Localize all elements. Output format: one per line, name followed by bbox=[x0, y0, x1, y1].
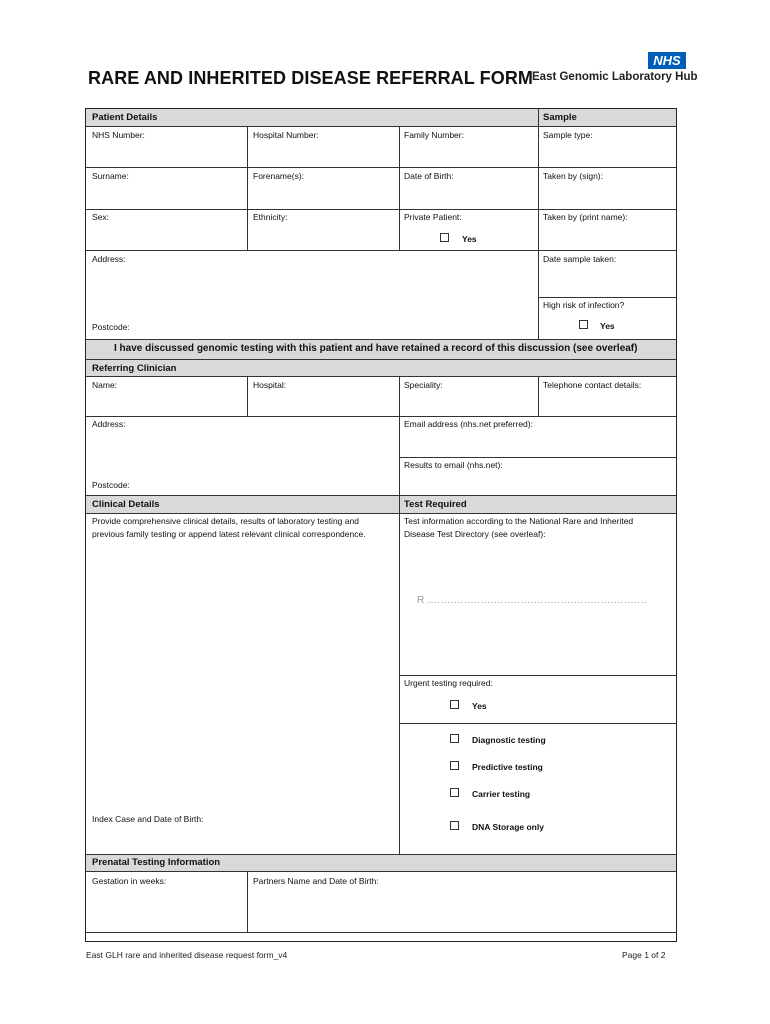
test-required-header: Test Required bbox=[404, 499, 467, 510]
high-risk-checkbox[interactable] bbox=[579, 320, 588, 329]
referring-clinician-header: Referring Clinician bbox=[92, 363, 177, 374]
patient-address-field[interactable]: Address: bbox=[92, 254, 126, 264]
taken-by-print-field[interactable]: Taken by (print name): bbox=[543, 212, 628, 222]
clinician-postcode-field[interactable]: Postcode: bbox=[92, 480, 130, 490]
sample-type-field[interactable]: Sample type: bbox=[543, 130, 593, 140]
clinician-address-field[interactable]: Address: bbox=[92, 419, 126, 429]
discussion-statement: I have discussed genomic testing with this patient and have retained a record of this discussion (see overleaf) bbox=[114, 343, 638, 354]
patient-details-header: Patient Details bbox=[92, 112, 158, 123]
diagnostic-testing-label: Diagnostic testing bbox=[472, 735, 546, 745]
index-case-field[interactable]: Index Case and Date of Birth: bbox=[92, 814, 204, 824]
surname-field[interactable]: Surname: bbox=[92, 171, 129, 181]
predictive-testing-checkbox[interactable] bbox=[450, 761, 459, 770]
clinician-hospital-field[interactable]: Hospital: bbox=[253, 380, 287, 390]
clinical-details-header: Clinical Details bbox=[92, 499, 160, 510]
clinician-name-field[interactable]: Name: bbox=[92, 380, 118, 390]
dna-storage-checkbox[interactable] bbox=[450, 821, 459, 830]
taken-by-sign-field[interactable]: Taken by (sign): bbox=[543, 171, 603, 181]
sample-header: Sample bbox=[543, 112, 577, 123]
private-patient-checkbox[interactable] bbox=[440, 233, 449, 242]
high-risk-yes-label: Yes bbox=[600, 321, 615, 331]
org-name: East Genomic Laboratory Hub bbox=[532, 71, 698, 83]
hospital-number-field[interactable]: Hospital Number: bbox=[253, 130, 319, 140]
carrier-testing-label: Carrier testing bbox=[472, 789, 531, 799]
results-email-field[interactable]: Results to email (nhs.net): bbox=[404, 460, 503, 470]
form-title: RARE AND INHERITED DISEASE REFERRAL FORM bbox=[88, 68, 534, 88]
dob-field[interactable]: Date of Birth: bbox=[404, 171, 454, 181]
telephone-field[interactable]: Telephone contact details: bbox=[543, 380, 642, 390]
urgent-yes-label: Yes bbox=[472, 701, 487, 711]
dna-storage-label: DNA Storage only bbox=[472, 822, 544, 832]
sex-field[interactable]: Sex: bbox=[92, 212, 110, 222]
date-sample-taken-field[interactable]: Date sample taken: bbox=[543, 254, 617, 264]
urgent-testing-label: Urgent testing required: bbox=[404, 678, 493, 688]
clinical-details-instructions[interactable]: Provide comprehensive clinical details, results of laboratory testing and previous family testing or append latest relevant clinical correspondence. bbox=[92, 516, 366, 539]
speciality-field[interactable]: Speciality: bbox=[404, 380, 443, 390]
nhs-logo: NHS bbox=[648, 52, 686, 69]
forenames-field[interactable]: Forename(s): bbox=[253, 171, 305, 181]
prenatal-header: Prenatal Testing Information bbox=[92, 857, 221, 868]
ethnicity-field[interactable]: Ethnicity: bbox=[253, 212, 288, 222]
diagnostic-testing-checkbox[interactable] bbox=[450, 734, 459, 743]
private-patient-label: Private Patient: bbox=[404, 212, 462, 222]
partner-details-field[interactable]: Partners Name and Date of Birth: bbox=[253, 876, 379, 886]
referral-form-grid bbox=[85, 108, 677, 942]
footer-form-version: East GLH rare and inherited disease request form_v4 bbox=[86, 950, 288, 960]
test-info-label: Test information according to the National Rare and Inherited Disease Test Directory (see overleaf): bbox=[404, 516, 634, 539]
email-field[interactable]: Email address (nhs.net preferred): bbox=[404, 419, 533, 429]
private-patient-yes-label: Yes bbox=[462, 234, 477, 244]
nhs-number-field[interactable]: NHS Number: bbox=[92, 130, 145, 140]
gestation-field[interactable]: Gestation in weeks: bbox=[92, 876, 167, 886]
urgent-yes-checkbox[interactable] bbox=[450, 700, 459, 709]
family-number-field[interactable]: Family Number: bbox=[404, 130, 464, 140]
footer-page-number: Page 1 of 2 bbox=[622, 950, 666, 960]
high-risk-label: High risk of infection? bbox=[543, 300, 625, 310]
test-code-input[interactable]: R ………………………………………………………… bbox=[417, 595, 647, 606]
carrier-testing-checkbox[interactable] bbox=[450, 788, 459, 797]
patient-postcode-field[interactable]: Postcode: bbox=[92, 322, 130, 332]
predictive-testing-label: Predictive testing bbox=[472, 762, 543, 772]
